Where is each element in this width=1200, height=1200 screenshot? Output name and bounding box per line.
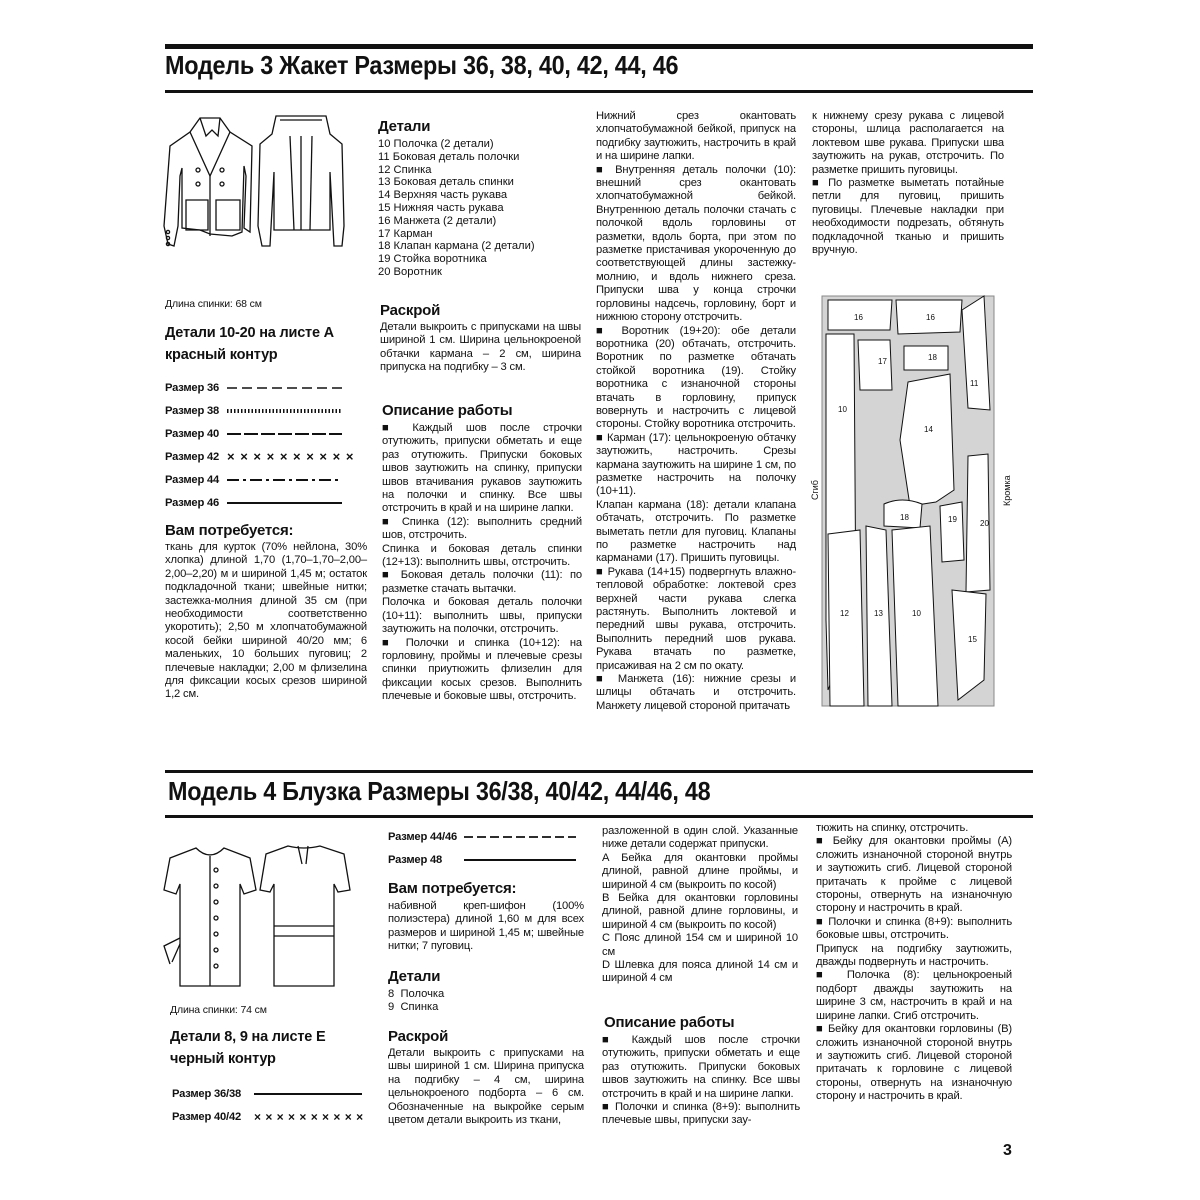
work-paragraph: разложенной в один слой. Указанные ниже детали содержат припуски. [602, 825, 798, 851]
fold-label: Сгиб [810, 480, 820, 500]
model4-size-legend-left [172, 1082, 372, 1128]
model4-title: Модель 4 Блузка Размеры 36/38, 40/42, 44/46, 48 [168, 776, 711, 806]
pattern-piece-13: 13 [874, 609, 883, 618]
work-paragraph: ■ Карман (17): цельнокроеную обтачку заутюжить, настрочить. Срезы кармана заутюжить на ширине 1 см, по разметке настрочить на полочку (10+11). [596, 431, 796, 498]
model4-cut-text: Детали выкроить с припусками на швы шириной 1 см. Ширина припуска на подгибку – 4 см, ширина цельнокроеного подборта – 6 см. Обозначенные на выкройке серым цветом детали выкроить из ткани, [388, 1047, 584, 1127]
model3-details-list [378, 138, 578, 279]
model4-size-legend-right [388, 825, 588, 871]
model3-title: Модель 3 Жакет Размеры 36, 38, 40, 42, 44, 46 [165, 50, 679, 80]
model3-work-title: Описание работы [382, 402, 513, 419]
work-paragraph: Припуск на подгибку заутюжить, дважды подвернуть и настрочить. [816, 942, 1012, 969]
model3-size-legend [165, 376, 365, 514]
detail-item: 9 Спинка [388, 1000, 439, 1013]
model4-details-list [388, 988, 568, 1014]
size-label: Размер 42 [165, 450, 220, 463]
model4-cut-title: Раскрой [388, 1028, 449, 1045]
work-paragraph: ■ Боковая деталь полочки (11): по разметке стачать вытачки. [382, 569, 582, 595]
work-paragraph: тюжить на спинку, отстрочить. [816, 822, 969, 834]
model4-col3 [602, 825, 798, 986]
model3-needs-text: ткань для курток (70% нейлона, 30% хлопка) длиной 1,70 (1,70–1,70–2,00–2,00–2,20) м и шириной 1,45 м; остаток подкладочной ткани; швейные нитки; застежка-молния длиной 35 см (при необходимости соответственно укоротить); 2,50 м хлопчатобумажной косой бейки шириной 40/20 мм; 6 маленьких, 10 больших пуговиц; 2 плечевые накладки; 2,00 м флизелина для фиксации косых срезов шириной 1,2 см. [165, 541, 367, 701]
title-underline-3 [165, 90, 1033, 93]
detail-item: 19 Стойка воротника [378, 253, 487, 266]
model3-sheet-info: Детали 10-20 на листе А красный контур [165, 325, 334, 363]
work-paragraph: ■ Полочки и спинка (8+9): выполнить боковые швы, отстрочить. [816, 915, 1012, 942]
pattern-piece-12: 12 [840, 609, 849, 618]
work-paragraph: ■ Полочки и спинка (8+9): выполнить плечевые швы, припуски зау- [602, 1101, 800, 1127]
selvage-label: Кромка [1002, 475, 1012, 506]
page-number: 3 [1003, 1142, 1012, 1159]
size-row [172, 1105, 372, 1128]
model4-work-title: Описание работы [604, 1014, 735, 1031]
work-paragraph: ■ Полочки и спинка (10+12): на горловину, проймы и плечевые срезы спинки приутюжить флизелин для фиксации косых срезов. Выполнить плечевые и боковые швы, отстрочить. [382, 636, 582, 703]
detail-item: 12 Спинка [378, 163, 432, 176]
model4-back-length: Длина спинки: 74 см [170, 1004, 267, 1016]
work-paragraph: ■ Полочка (8): цельнокроеный подборт дважды заутюжить на ширине 3 см, настрочить в край и на ширине лапки. Сгиб отстрочить. [816, 969, 1012, 1022]
pattern-piece-16: 16 [854, 313, 863, 322]
work-paragraph: A Бейка для окантовки проймы длиной, равной длине проймы, и шириной 4 см (выкроить по косой) [602, 851, 798, 891]
model3-col3 [596, 110, 796, 713]
size-line-solid [464, 857, 576, 863]
detail-item: 18 Клапан кармана (2 детали) [378, 240, 535, 253]
work-paragraph: ■ Спинка (12): выполнить средний шов, отстрочить. [382, 515, 582, 542]
pattern-piece-15: 15 [968, 635, 977, 644]
work-paragraph: ■ Бейку для окантовки горловины (В) сложить изнаночной стороной внутрь и заутюжить сгиб. Лицевой стороной притачать к горловине с лицевой стороны, отвернуть на изнаночную сторону и настрочить в край. [816, 1023, 1012, 1103]
size-label: Размер 48 [388, 853, 443, 866]
size-row [165, 468, 365, 491]
detail-item: 20 Воротник [378, 265, 442, 278]
model4-needs-title: Вам потребуется: [388, 880, 517, 897]
size-row [165, 376, 365, 399]
size-line-solid [227, 500, 342, 506]
model4-col4 [816, 822, 1012, 1104]
size-row [165, 445, 365, 468]
work-paragraph: ■ Внутренняя деталь полочки (10): внешний срез окантовать хлопчатобумажной бейкой. Внутреннюю деталь полочки стачать с полочкой вдоль горловины от разметки, вдоль борта, при этом по разметке пристачивая укороченную до соответствующей длины застежку-молнию, и вдоль нижнего среза. Припуски шва у конца строчки горловины надсечь, горловину, борт и нижнюю сторону отстрочить. [596, 163, 796, 324]
work-paragraph: D Шлевка для пояса длиной 14 см и шириной 4 см [602, 959, 798, 985]
size-line-dash [464, 834, 576, 840]
detail-item: 13 Боковая деталь спинки [378, 176, 514, 189]
model3-cut-title: Раскрой [380, 302, 441, 319]
model3-needs-title: Вам потребуется: [165, 522, 294, 539]
size-label: Размер 36 [165, 381, 220, 394]
pattern-piece-18: 18 [900, 513, 909, 522]
pattern-layout-diagram [812, 290, 1012, 710]
detail-item: 8 Полочка [388, 988, 445, 1000]
size-label: Размер 36/38 [172, 1087, 241, 1100]
work-paragraph: к нижнему срезу рукава с лицевой стороны, шлица располагается на локтевом шве рукава. Припуски шва заутюжить на рукав, отстрочить. По разметке пришить пуговицы. [812, 110, 1004, 176]
blouse-illustration [160, 834, 360, 994]
detail-item: 11 Боковая деталь полочки [378, 150, 520, 163]
pattern-piece-20: 20 [980, 519, 989, 528]
pattern-piece-16: 16 [926, 313, 935, 322]
model3-back-length: Длина спинки: 68 см [165, 298, 262, 310]
pattern-piece-19: 19 [948, 515, 957, 524]
pattern-piece-18: 18 [928, 353, 937, 362]
work-paragraph: B Бейка для окантовки горловины длиной, равной длине горловины, и шириной 4 см (выкроить по косой) [602, 892, 798, 931]
size-line-dash-dot [227, 477, 342, 483]
work-paragraph: ■ Бейку для окантовки проймы (А) сложить изнаночной стороной внутрь и заутюжить сгиб. Лицевой стороной притачать к пройме с лицевой стороны, отвернуть на изнаночную сторону и настрочить в край. [816, 835, 1012, 915]
model3-cut-text: Детали выкроить с припусками на швы шириной 1 см. Ширина цельнокроеной обтачки кармана – 2 см, ширина припуска на подгибку – 3 см. [380, 321, 581, 374]
work-paragraph: C Пояс длиной 154 см и шириной 10 см [602, 932, 798, 958]
pattern-piece-14: 14 [924, 425, 933, 434]
header-rule-3 [165, 46, 1033, 49]
pattern-piece-11: 11 [970, 379, 979, 388]
size-line-solid [254, 1091, 362, 1097]
size-row [388, 848, 588, 871]
detail-item: 17 Карман [378, 227, 433, 240]
size-row [165, 399, 365, 422]
detail-item: 15 Нижняя часть рукава [378, 201, 504, 214]
work-paragraph: Клапан кармана (18): детали клапана обтачать, отстрочить. По разметке выметать петли для пуговиц. Клапаны по разметке настрочить над карманами (17). Пришить пуговицы. [596, 498, 796, 565]
work-paragraph: Спинка и боковая деталь спинки (12+13): выполнить швы, отстрочить. [382, 542, 582, 569]
pattern-piece-10: 10 [912, 609, 921, 618]
model4-needs-text: набивной креп-шифон (100% полиэстера) длиной 1,60 м для всех размеров и шириной 1,45 м; швейные нитки; 7 пуговиц. [388, 900, 584, 953]
model3-details-title: Детали [378, 118, 431, 135]
work-paragraph: ■ По разметке выметать потайные петли для пуговиц, пришить пуговицы. Плечевые накладки при необходимости подрезать, обтянуть подкладочной тканью и пришить вручную. [812, 177, 1004, 257]
size-label: Размер 44/46 [388, 830, 457, 843]
work-paragraph: Нижний срез окантовать хлопчатобумажной бейкой, припуск на подгибку заутюжить, настрочить в край и на ширине лапки. [596, 110, 796, 163]
jacket-illustration [160, 106, 360, 286]
size-label: Размер 38 [165, 404, 220, 417]
work-paragraph: ■ Каждый шов после строчки отутюжить, припуски обметать и еще раз отутюжить. Припуски боковых швов заутюжить на спинку, припуски швов втачивания рукавов заутюжить на полочки и спинку. Все швы отстрочить в край и на ширине лапки. [382, 422, 582, 515]
size-label: Размер 40/42 [172, 1110, 241, 1123]
size-row [165, 422, 365, 445]
size-line-long-dash [227, 431, 342, 437]
size-line-hatched [227, 408, 342, 414]
model4-work-col3 [602, 1034, 800, 1128]
size-label: Размер 40 [165, 427, 220, 440]
pattern-piece-10: 10 [838, 405, 847, 414]
pattern-piece-17: 17 [878, 357, 887, 366]
work-paragraph: ■ Манжета (16): нижние срезы и шлицы обтачать и отстрочить. Манжету лицевой стороной притачать [596, 673, 796, 712]
size-row [165, 491, 365, 514]
size-label: Размер 46 [165, 496, 220, 509]
work-paragraph: ■ Каждый шов после строчки отутюжить, припуски обметать и еще раз отутюжить. Припуски боковых швов заутюжить на спинку. Все швы отстрочить в край и на ширине лапки. [602, 1034, 800, 1100]
size-line-dashed [227, 385, 342, 391]
model3-col4 [812, 110, 1004, 257]
detail-item: 14 Верхняя часть рукава [378, 189, 508, 202]
work-paragraph: ■ Воротник (19+20): обе детали воротника (20) обтачать, отстрочить. Воротник по разметке обтачать стойкой воротника (19). Стойку воротника с изнаночной стороны втачать в горловину, припуск вовернуть и настрочить с лицевой стороны. Стойку воротника отстрочить. [596, 324, 796, 431]
model3-work-col2 [382, 422, 582, 704]
header-rule-4 [165, 770, 1033, 773]
work-paragraph: Полочка и боковая деталь полочки (10+11): выполнить швы, припуски заутюжить на полочки, отстрочить. [382, 596, 582, 636]
model4-sheet-info: Детали 8, 9 на листе Е черный контур [170, 1029, 326, 1067]
title-underline-4 [165, 815, 1033, 818]
detail-item: 10 Полочка (2 детали) [378, 138, 494, 150]
size-label: Размер 44 [165, 473, 220, 486]
size-line-cross: × × × × × × × × × × [254, 1109, 364, 1124]
size-line-cross: × × × × × × × × × × [227, 449, 355, 464]
size-row [172, 1082, 372, 1105]
size-row [388, 825, 588, 848]
detail-item: 16 Манжета (2 детали) [378, 214, 497, 227]
model4-details-title: Детали [388, 968, 441, 985]
work-paragraph: ■ Рукава (14+15) подвергнуть влажно-тепловой обработке: локтевой срез верхней части рукава слегка растянуть. Выполнить локтевой и передний швы рукава, отстрочить. Выполнить передний шов рукава. Рукава втачать по разметке, присаживая на 2 см по окату. [596, 565, 796, 672]
